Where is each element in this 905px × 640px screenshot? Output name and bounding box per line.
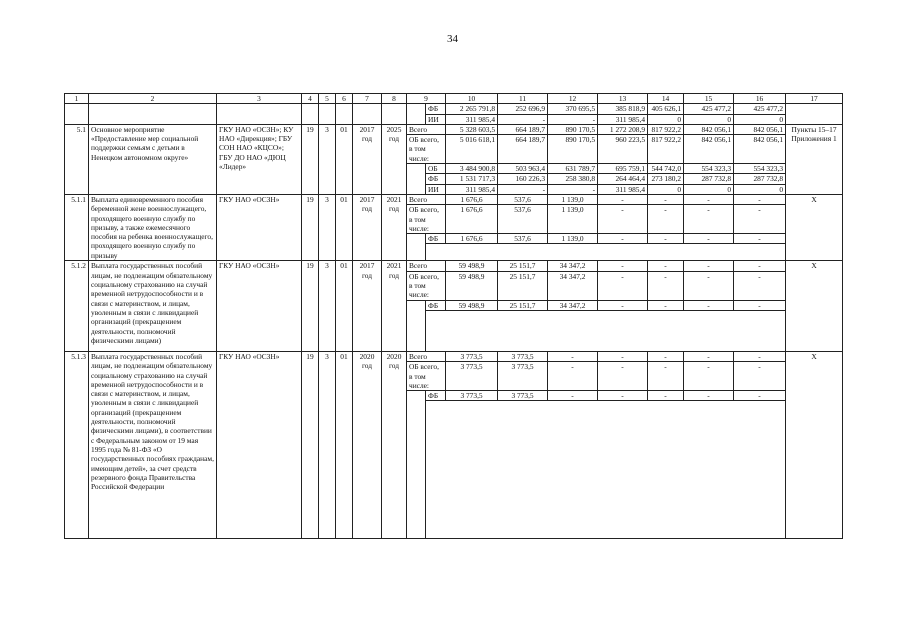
value-cell: - [598,300,648,310]
value-cell: 695 759,1 [598,164,648,174]
item-number: 5.1.2 [65,261,89,351]
value-cell: - [648,391,684,401]
value-cell: - [548,362,598,391]
start-year: 2017 год [353,194,382,260]
source-cell: ФБ [426,104,446,114]
header-cell: 1 [65,94,89,104]
value-cell: 311 985,4 [598,114,648,124]
code-6: 01 [336,124,353,194]
value-cell: 537,6 [498,194,548,204]
value-cell: 537,6 [498,205,548,234]
item-name: Выплата государственных пособий лицам, не подлежащим обязательному социальному страхованию на случай временной нетрудоспособности и в связи с материнством, и лицам, уволенным в связи с ликвидацией организаций (прекращением деятельности, полномочий физическими лицами), в соответствии с Федеральным законом от 19 мая 1995 года № 81-ФЗ «О государственных пособиях гражданам, имеющим детей», за счет средств резервного фонда Правительства Российской Федерации [89,351,217,538]
value-cell: 0 [734,184,786,194]
value-cell: 1 139,0 [548,205,598,234]
empty-cell [426,244,786,261]
value-cell: - [734,261,786,271]
value-cell: - [684,351,734,361]
empty-cell [407,234,426,261]
value-cell: - [648,351,684,361]
header-cell: 9 [407,94,446,104]
value-cell: - [598,271,648,300]
value-cell: 0 [648,184,684,194]
code-5: 3 [319,194,336,260]
value-cell: - [734,194,786,204]
value-cell: 544 742,0 [648,164,684,174]
page-number: 34 [447,33,458,45]
end-year: 2021 год [382,194,407,260]
code-5: 3 [319,351,336,538]
source-cell: ОБ всего, в том числе: [407,135,446,164]
value-cell: 3 773,5 [498,391,548,401]
value-cell: 3 484 900,8 [446,164,498,174]
value-cell: 25 151,7 [498,261,548,271]
value-cell: 160 226,3 [498,174,548,184]
source-cell: ОБ [426,164,446,174]
value-cell: 3 773,5 [498,351,548,361]
value-cell: - [548,114,598,124]
value-cell: - [684,234,734,244]
value-cell: 554 323,3 [734,164,786,174]
value-cell: 34 347,2 [548,300,598,310]
executor: ГКУ НАО «ОСЗН» [217,351,302,538]
value-cell: - [598,391,648,401]
note-cell: Х [786,194,843,260]
value-cell: 842 056,1 [684,135,734,164]
value-cell: - [684,271,734,300]
value-cell: - [734,300,786,310]
value-cell: 287 732,8 [734,174,786,184]
value-cell: - [498,184,548,194]
value-cell: 425 477,2 [734,104,786,114]
end-year: 2025 год [382,124,407,194]
empty-cell [319,104,336,125]
value-cell: 2 265 791,8 [446,104,498,114]
value-cell: - [734,205,786,234]
start-year: 2017 год [353,124,382,194]
value-cell: 5 016 618,1 [446,135,498,164]
header-row [65,94,843,104]
value-cell: 842 056,1 [734,135,786,164]
data-row [65,261,843,271]
value-cell: - [648,194,684,204]
value-cell: - [648,205,684,234]
header-cell: 16 [734,94,786,104]
value-cell: 664 189,7 [498,124,548,134]
value-cell: - [598,205,648,234]
value-cell: - [598,261,648,271]
value-cell: 890 170,5 [548,124,598,134]
value-cell: - [548,351,598,361]
value-cell: 252 696,9 [498,104,548,114]
data-row [65,194,843,204]
header-cell: 8 [382,94,407,104]
value-cell: 25 151,7 [498,271,548,300]
value-cell: 34 347,2 [548,271,598,300]
value-cell: 3 773,5 [498,362,548,391]
value-cell: 59 498,9 [446,300,498,310]
value-cell: 631 789,7 [548,164,598,174]
header-cell: 2 [89,94,217,104]
source-cell: ОБ всего, в том числе: [407,362,446,391]
data-row [65,351,843,361]
value-cell: 258 380,8 [548,174,598,184]
value-cell: 890 170,5 [548,135,598,164]
header-cell: 4 [302,94,319,104]
code-6: 01 [336,261,353,351]
value-cell: 59 498,9 [446,271,498,300]
code-5: 3 [319,261,336,351]
source-cell: ОБ всего, в том числе: [407,271,446,300]
value-cell: 5 328 603,5 [446,124,498,134]
code-6: 01 [336,351,353,538]
code-5: 3 [319,124,336,194]
value-cell: 537,6 [498,234,548,244]
value-cell: - [734,391,786,401]
value-cell: - [684,205,734,234]
value-cell: 1 676,6 [446,205,498,234]
value-cell: 311 985,4 [446,184,498,194]
empty-cell [65,104,89,125]
source-cell: Всего [407,351,446,361]
empty-cell [89,104,217,125]
code-6: 01 [336,194,353,260]
header-cell: 12 [548,94,598,104]
code-4: 19 [302,351,319,538]
value-cell: 34 347,2 [548,261,598,271]
empty-cell [407,300,426,351]
value-cell: 1 676,6 [446,234,498,244]
value-cell: 3 773,5 [446,351,498,361]
value-cell: 311 985,4 [446,114,498,124]
value-cell: 264 464,4 [598,174,648,184]
value-cell: - [684,194,734,204]
data-row [65,124,843,134]
value-cell: - [648,271,684,300]
value-cell: 405 626,1 [648,104,684,114]
value-cell: - [648,300,684,310]
value-cell: 287 732,8 [684,174,734,184]
value-cell: 273 180,2 [648,174,684,184]
empty-cell [382,104,407,125]
source-cell: ОБ всего, в том числе: [407,205,446,234]
source-cell: ФБ [426,234,446,244]
header-cell: 14 [648,94,684,104]
value-cell: - [598,362,648,391]
item-name: Выплата государственных пособий лицам, не подлежащим обязательному социальному страхованию на случай временной нетрудоспособности и в связи с материнством, и лицам, уволенным в связи с ликвидацией организаций (прекращением деятельности, полномочий физическими лицами) [89,261,217,351]
value-cell: 960 223,5 [598,135,648,164]
value-cell: - [648,362,684,391]
value-cell: - [684,391,734,401]
source-cell: ФБ [426,300,446,310]
executor: ГКУ НАО «ОСЗН» [217,261,302,351]
value-cell: - [734,362,786,391]
value-cell: 0 [684,114,734,124]
value-cell: - [598,194,648,204]
value-cell: 1 531 717,3 [446,174,498,184]
value-cell: - [734,234,786,244]
value-cell: 59 498,9 [446,261,498,271]
value-cell: 1 676,6 [446,194,498,204]
value-cell: - [648,261,684,271]
source-cell: ФБ [426,391,446,401]
value-cell: 0 [734,114,786,124]
header-cell: 15 [684,94,734,104]
value-cell: - [648,234,684,244]
value-cell: 0 [684,184,734,194]
code-4: 19 [302,124,319,194]
header-cell: 7 [353,94,382,104]
value-cell: 842 056,1 [684,124,734,134]
value-cell: 554 323,3 [684,164,734,174]
header-cell: 17 [786,94,843,104]
empty-cell [786,104,843,125]
start-year: 2020 год [353,351,382,538]
value-cell: - [734,351,786,361]
note-cell: Х [786,351,843,538]
value-cell: 385 818,9 [598,104,648,114]
code-4: 19 [302,194,319,260]
header-cell: 6 [336,94,353,104]
header-cell: 3 [217,94,302,104]
source-cell: ФБ [426,174,446,184]
executor: ГКУ НАО «ОСЗН» [217,194,302,260]
note-cell: Пункты 15–17 Приложения 1 [786,124,843,194]
code-4: 19 [302,261,319,351]
source-cell: ИИ [426,184,446,194]
empty-cell [407,104,426,125]
value-cell: - [598,234,648,244]
empty-cell [302,104,319,125]
end-year: 2021 год [382,261,407,351]
value-cell: 0 [648,114,684,124]
value-cell: - [684,362,734,391]
value-cell: - [498,114,548,124]
value-cell: - [598,351,648,361]
value-cell: 370 695,5 [548,104,598,114]
executor: ГКУ НАО «ОСЗН»; КУ НАО «Дирекция»; ГБУ СОН НАО «КЦСО»; ГБУ ДО НАО «ДЮЦ «Лидер» [217,124,302,194]
header-cell: 5 [319,94,336,104]
value-cell: 503 963,4 [498,164,548,174]
value-cell: 3 773,5 [446,391,498,401]
value-cell: 25 151,7 [498,300,548,310]
source-cell: ИИ [426,114,446,124]
value-cell: - [734,271,786,300]
value-cell: - [684,261,734,271]
source-cell: Всего [407,124,446,134]
value-cell: 1 272 208,9 [598,124,648,134]
note-cell: Х [786,261,843,351]
value-cell: - [548,391,598,401]
value-cell: 842 056,1 [734,124,786,134]
value-cell: - [548,184,598,194]
empty-cell [353,104,382,125]
header-cell: 10 [446,94,498,104]
value-cell: 425 477,2 [684,104,734,114]
value-cell: 664 189,7 [498,135,548,164]
header-cell: 13 [598,94,648,104]
item-name: Основное мероприятие «Предоставление мер социальной поддержки семьям с детьми в Ненецком автономном округе» [89,124,217,194]
source-cell: Всего [407,261,446,271]
value-cell: 1 139,0 [548,194,598,204]
item-number: 5.1.3 [65,351,89,538]
value-cell: 3 773,5 [446,362,498,391]
empty-cell [426,310,786,351]
item-number: 5.1.1 [65,194,89,260]
value-cell: 1 139,0 [548,234,598,244]
empty-cell [407,391,426,539]
continuation-row [65,104,843,114]
empty-cell [217,104,302,125]
item-number: 5.1 [65,124,89,194]
value-cell: - [684,300,734,310]
value-cell: 311 985,4 [598,184,648,194]
end-year: 2020 год [382,351,407,538]
empty-cell [336,104,353,125]
value-cell: 817 922,2 [648,135,684,164]
header-cell: 11 [498,94,548,104]
item-name: Выплата единовременного пособия беременной жене военнослужащего, проходящего военную службу по призыву, а также ежемесячного пособия на ребенка военнослужащего, проходящего военную службу по призыву [89,194,217,260]
source-cell: Всего [407,194,446,204]
empty-cell [407,164,426,195]
budget-table [64,93,843,539]
empty-cell [426,401,786,539]
start-year: 2017 год [353,261,382,351]
value-cell: 817 922,2 [648,124,684,134]
